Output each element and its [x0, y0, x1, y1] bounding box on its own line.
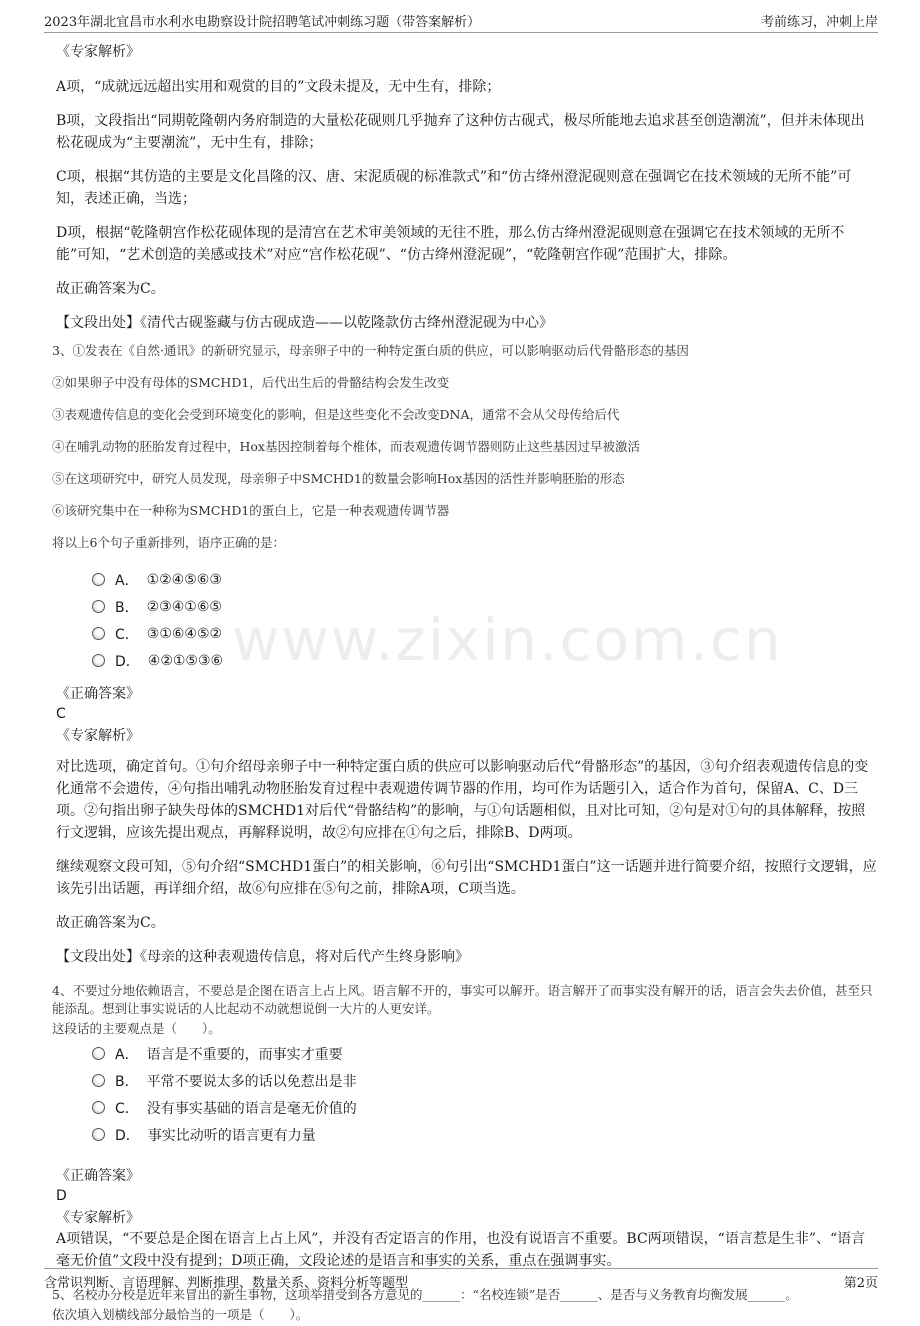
question-3-line: ②如果卵子中没有母体的SMCHD1，后代出生后的骨骼结构会发生改变: [52, 375, 450, 390]
radio-icon[interactable]: [92, 1047, 105, 1060]
question-3-prompt: 将以上6个句子重新排列，语序正确的是：: [52, 535, 285, 550]
radio-icon[interactable]: [92, 1074, 105, 1087]
question-4-stem: 4、不要过分地依赖语言，不要总是企图在语言上占上风。语言解不开的，事实可以解开。语言解开了而事实没有解开的话，语言会失去价值，甚至只能添乱。想到让事实说话的人比起动不动就想说倒一大片的人更安详。: [52, 983, 873, 1016]
option-a[interactable]: [92, 566, 878, 593]
option-text: 没有事实基础的语言是毫无价值的: [146, 1100, 357, 1117]
analysis-paragraph: 对比选项，确定首句。①句介绍母亲卵子中一种特定蛋白质的供应可以影响驱动后代“骨骼形态”的基因，③句介绍表观遗传信息的变化通常不会遗传，④句指出哺乳动物胚胎发育过程中表观遗传调节器的作用，均可作为话题引入，适合作为首句，保留A、C、D三项。②句指出卵子缺失母体的SMCHD1对后代“骨骼结构”的影响，与①句话题相似，且对比可知，②句是对①句的具体解释，按照行文逻辑，应该先提出观点，再解释说明，故②句应排在①句之后，排除B、D两项。: [56, 759, 869, 841]
analysis-conclusion: 故正确答案为C。: [56, 281, 165, 297]
page-footer: [44, 1268, 878, 1293]
radio-icon[interactable]: [92, 627, 105, 640]
radio-icon[interactable]: [92, 573, 105, 586]
question-3-line: 3、①发表在《自然·通讯》的新研究显示，母亲卵子中的一种特定蛋白质的供应，可以影响驱动后代骨骼形态的基因: [52, 343, 689, 358]
option-b[interactable]: [92, 1067, 878, 1094]
option-text: ①②④⑤⑥③: [146, 571, 222, 588]
watermark: www.zixin.com.cn: [232, 606, 783, 674]
option-letter: B．: [115, 1073, 139, 1090]
option-text: ④②①⑤③⑥: [147, 652, 224, 669]
header-tagline: 考前练习，冲刺上岸: [760, 14, 878, 30]
analysis-paragraph: A项错误，“不要总是企图在语言上占上风”，并没有否定语言的作用，也没有说语言不重要。BC两项错误，“语言惹是生非”、“语言毫无价值”文段中没有提到；D项正确，文段论述的是语言和事实的关系，重点在强调事实。: [56, 1231, 866, 1269]
radio-icon[interactable]: [92, 654, 105, 667]
question-4-options: [92, 1040, 878, 1148]
option-text: 事实比动听的语言更有力量: [147, 1127, 316, 1144]
page-content: [52, 42, 878, 1326]
expert-analysis-label: 《专家解析》: [56, 1210, 140, 1226]
option-letter: D．: [115, 653, 140, 670]
question-3-line: ⑥该研究集中在一种称为SMCHD1的蛋白上，它是一种表观遗传调节器: [52, 503, 450, 518]
option-letter: B．: [115, 599, 139, 616]
option-letter: C．: [115, 1100, 139, 1117]
question-4-prompt: 这段话的主要观点是（ ）。: [52, 1021, 221, 1036]
option-letter: C．: [115, 626, 139, 643]
analysis-paragraph: A项，“成就远远超出实用和观赏的目的”文段未提及，无中生有，排除；: [56, 79, 501, 95]
question-3-options: [92, 566, 878, 674]
option-b[interactable]: [92, 593, 878, 620]
analysis-conclusion: 故正确答案为C。: [56, 915, 165, 931]
page-header: [44, 8, 878, 33]
radio-icon[interactable]: [92, 600, 105, 613]
question-5-prompt: 依次填入划横线部分最恰当的一项是（ ）。: [52, 1307, 309, 1322]
question-3-line: ⑤在这项研究中，研究人员发现，母亲卵子中SMCHD1的数量会影响Hox基因的活性并影响胚胎的形态: [52, 471, 625, 486]
analysis-paragraph: C项，根据“其仿造的主要是文化昌隆的汉、唐、宋泥质砚的标准款式”和“仿古绛州澄泥砚则意在强调它在技术领域的无所不能”可知，表述正确，当选；: [56, 169, 852, 207]
correct-answer-label: 《正确答案》: [56, 1168, 140, 1184]
option-letter: D．: [115, 1127, 140, 1144]
analysis-paragraph: 继续观察文段可知，⑤句介绍“SMCHD1蛋白”的相关影响，⑥句引出“SMCHD1蛋白”这一话题并进行简要介绍，按照行文逻辑，应该先引出话题，再详细介绍，故⑥句应排在⑤句之前，排除A项，C项当选。: [56, 859, 877, 897]
option-c[interactable]: [92, 1094, 878, 1121]
correct-answer: D: [56, 1188, 67, 1204]
document-title: 2023年湖北宜昌市水利水电勘察设计院招聘笔试冲刺练习题（带答案解析）: [44, 14, 481, 30]
radio-icon[interactable]: [92, 1128, 105, 1141]
page-number: 第2页: [843, 1275, 878, 1291]
option-text: 平常不要说太多的话以免惹出是非: [146, 1073, 357, 1090]
option-letter: A．: [115, 1046, 139, 1063]
radio-icon[interactable]: [92, 1101, 105, 1114]
analysis-paragraph: B项，文段指出“同期乾隆朝内务府制造的大量松花砚则几乎抛弃了这种仿古砚式，极尽所能地去追求甚至创造潮流”，但并未体现出松花砚成为“主要潮流”，无中生有，排除；: [56, 113, 865, 151]
footer-note: 含常识判断、言语理解、判断推理、数量关系、资料分析等题型: [44, 1275, 409, 1291]
correct-answer: C: [56, 706, 66, 722]
question-5-stem: 5、名校办分校是近年来冒出的新生事物，这项举措受到各方意见的______：“名校连锁”是否______、是否与义务教育均衡发展______。: [52, 1287, 798, 1302]
expert-analysis-label: 《专家解析》: [56, 44, 140, 60]
expert-analysis-label: 《专家解析》: [56, 728, 140, 744]
text-source: 【文段出处】《清代古砚鉴藏与仿古砚成造——以乾隆款仿古绛州澄泥砚为中心》: [56, 315, 553, 331]
option-d[interactable]: [92, 1121, 878, 1148]
option-text: 语言是不重要的，而事实才重要: [146, 1046, 343, 1063]
option-text: ②③④①⑥⑤: [146, 598, 222, 615]
text-source: 【文段出处】《母亲的这种表观遗传信息，将对后代产生终身影响》: [56, 949, 469, 965]
option-text: ③①⑥④⑤②: [146, 625, 223, 642]
question-3-line: ③表观遗传信息的变化会受到环境变化的影响，但是这些变化不会改变DNA，通常不会从父母传给后代: [52, 407, 620, 422]
option-d[interactable]: [92, 647, 878, 674]
correct-answer-label: 《正确答案》: [56, 686, 140, 702]
question-3-line: ④在哺乳动物的胚胎发育过程中，Hox基因控制着每个椎体，而表观遗传调节器则防止这些基因过早被激活: [52, 439, 640, 454]
option-a[interactable]: [92, 1040, 878, 1067]
option-letter: A．: [115, 572, 139, 589]
analysis-paragraph: D项，根据“乾隆朝宫作松花砚体现的是清宫在艺术审美领域的无往不胜，那么仿古绛州澄泥砚则意在强调它在技术领域的无所不能”可知，“艺术创造的美感或技术”对应“宫作松花砚”、“仿古绛州澄泥砚”，“乾隆朝宫作砚”范围扩大，排除。: [56, 225, 845, 263]
option-c[interactable]: [92, 620, 878, 647]
